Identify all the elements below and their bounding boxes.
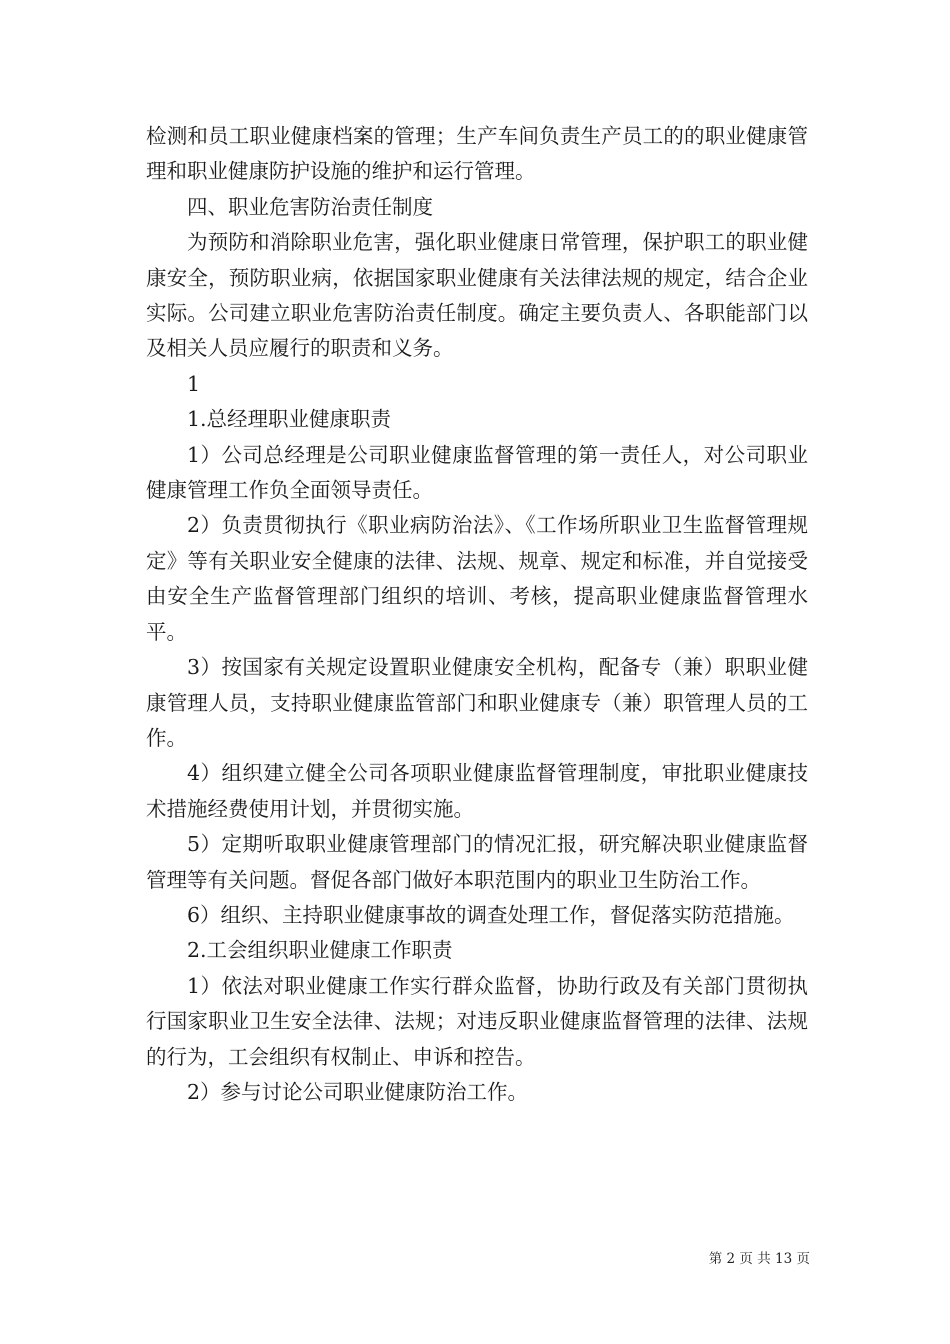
paragraph-number: 1 <box>187 371 201 396</box>
list-item: 5）定期听取职业健康管理部门的情况汇报，研究解决职业健康监督管理等有关问题。督促各部门做好本职范围内的职业卫生防治工作。 <box>146 832 808 892</box>
list-item: 2）参与讨论公司职业健康防治工作。 <box>187 1079 529 1104</box>
subsection-heading: 1.总经理职业健康职责 <box>187 407 392 432</box>
list-item: 2）负责贯彻执行《职业病防治法》、《工作场所职业卫生监督管理规定》等有关职业安全健康的法律、法规、规章、规定和标准，并自觉接受由安全生产监督管理部门组织的培训、考核，提高职业健康监督管理水平。 <box>146 513 808 644</box>
subsection-heading: 2.工会组织职业健康工作职责 <box>187 938 453 963</box>
list-item: 6）组织、主持职业健康事故的调查处理工作，督促落实防范措施。 <box>187 902 795 927</box>
list-item: 4）组织建立健全公司各项职业健康监督管理制度，审批职业健康技术措施经费使用计划，并贯彻实施。 <box>146 761 808 821</box>
paragraph: 检测和员工职业健康档案的管理；生产车间负责生产员工的的职业健康管理和职业健康防护设施的维护和运行管理。 <box>146 124 808 184</box>
page-number: 第 2 页 共 13 页 <box>708 1251 810 1267</box>
list-item: 1）依法对职业健康工作实行群众监督，协助行政及有关部门贯彻执行国家职业卫生安全法律、法规；对违反职业健康监督管理的法律、法规的行为，工会组织有权制止、申诉和控告。 <box>146 973 808 1069</box>
list-item: 3）按国家有关规定设置职业健康安全机构，配备专（兼）职职业健康管理人员，支持职业健康监管部门和职业健康专（兼）职管理人员的工作。 <box>146 655 808 750</box>
section-heading: 四、职业危害防治责任制度 <box>187 194 433 219</box>
list-item: 1）公司总经理是公司职业健康监督管理的第一责任人，对公司职业健康管理工作负全面领导责任。 <box>146 442 808 503</box>
paragraph: 为预防和消除职业危害，强化职业健康日常管理，保护职工的职业健康安全，预防职业病，依据国家职业健康有关法律法规的规定，结合企业实际。公司建立职业危害防治责任制度。确定主要负责人、各职能部门以及相关人员应履行的职责和义务。 <box>146 230 808 361</box>
document-body <box>146 119 808 1110</box>
